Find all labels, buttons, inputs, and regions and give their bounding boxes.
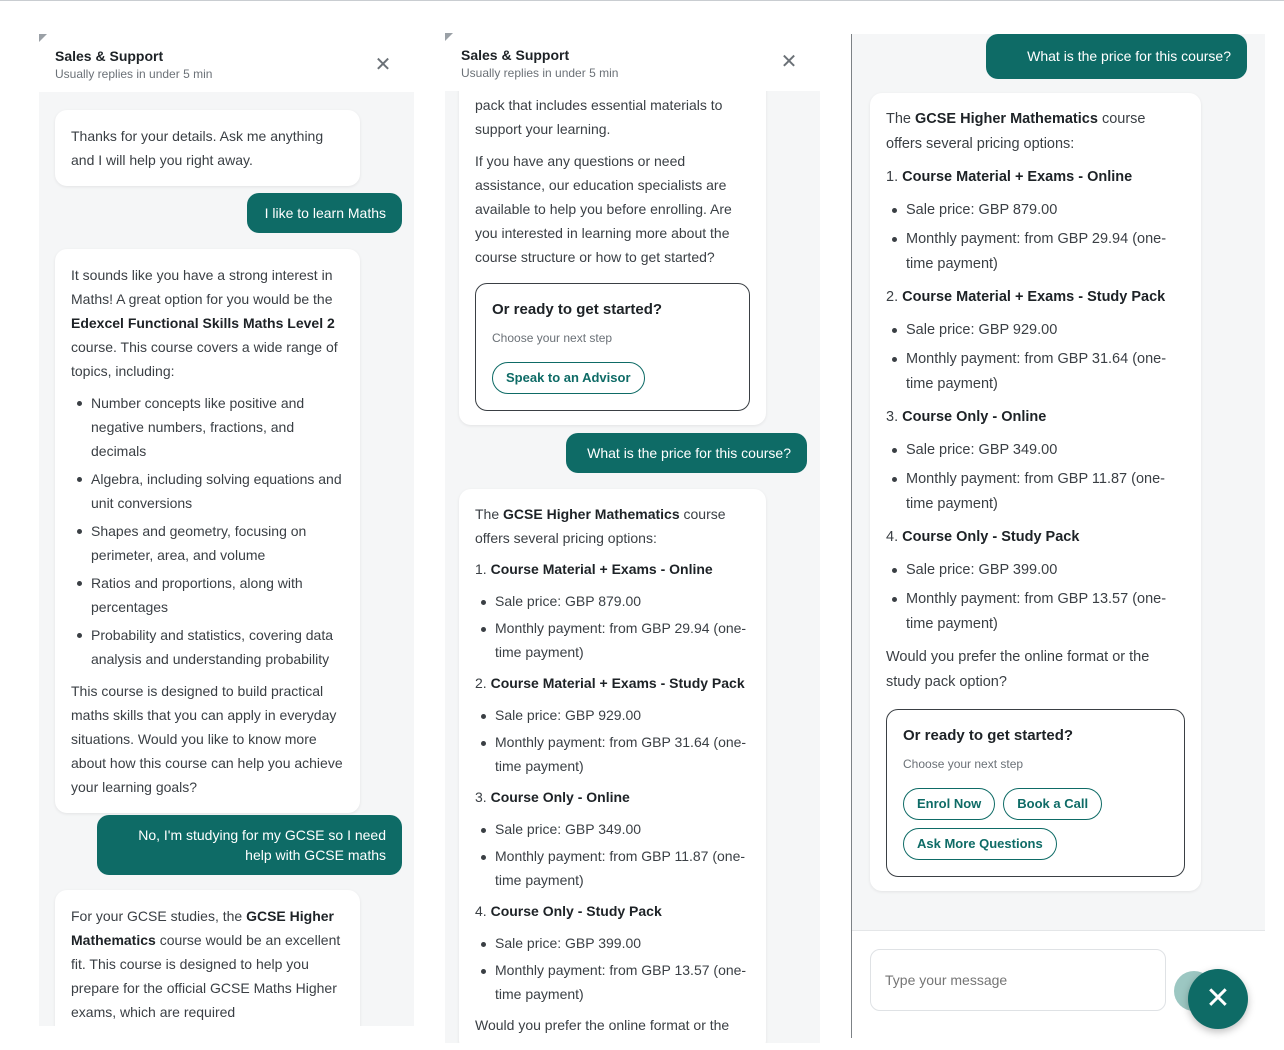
pricing-details xyxy=(886,198,1185,277)
list-item: Monthly payment: from GBP 13.57 (one-time payment) xyxy=(475,959,750,1006)
pricing-details xyxy=(475,704,750,779)
chat-panel-2 xyxy=(445,33,820,1043)
list-item: Monthly payment: from GBP 29.94 (one-time payment) xyxy=(475,617,750,664)
cta-subtitle: Choose your next step xyxy=(492,331,613,345)
list-item: Sale price: GBP 349.00 xyxy=(475,818,750,842)
resize-corner-icon[interactable] xyxy=(445,33,453,41)
cta-buttons xyxy=(903,788,1168,860)
message-text: It sounds like you have a strong interest in Maths! A great option for you would be the Edexcel Functional Skills Maths Level 2 course. This course covers a wide range of topics, including: xyxy=(71,267,338,379)
user-message xyxy=(97,815,402,875)
cta-subtitle: Choose your next step xyxy=(903,757,1024,771)
bot-message xyxy=(870,93,1201,891)
close-chat-button[interactable] xyxy=(1188,969,1248,1029)
message-text: The GCSE Higher Mathematics course offers several pricing options: xyxy=(886,111,1146,152)
list-item: Sale price: GBP 929.00 xyxy=(475,704,750,728)
enrol-now-button[interactable]: Enrol Now xyxy=(903,788,995,820)
close-icon[interactable]: ✕ xyxy=(374,54,392,76)
chat-title: Sales & Support xyxy=(461,47,570,63)
list-item: Monthly payment: from GBP 11.87 (one-time payment) xyxy=(475,845,750,892)
chat-subtitle: Usually replies in under 5 min xyxy=(461,66,619,80)
message-text: I like to learn Maths xyxy=(264,205,386,221)
cta-title: Or ready to get started? xyxy=(492,301,663,318)
message-text: Would you prefer the online format or the xyxy=(475,1017,730,1033)
list-item: Sale price: GBP 879.00 xyxy=(475,590,750,614)
chat-panel-3 xyxy=(852,34,1265,1038)
message-text: What is the price for this course? xyxy=(1027,48,1231,64)
list-item: Probability and statistics, covering data analysis and understanding probability xyxy=(71,623,344,671)
list-item: Monthly payment: from GBP 31.64 (one-time payment) xyxy=(886,347,1185,397)
close-icon: ✕ xyxy=(1205,982,1231,1015)
user-message xyxy=(247,193,402,233)
pricing-details xyxy=(886,318,1185,397)
cta-buttons xyxy=(492,362,733,394)
chat-header xyxy=(445,33,820,91)
pricing-details xyxy=(475,818,750,893)
ask-more-questions-button[interactable]: Ask More Questions xyxy=(903,828,1057,860)
bot-message xyxy=(459,489,766,1043)
bot-message xyxy=(459,91,766,425)
message-text: Would you prefer the online format or the study pack option? xyxy=(886,649,1150,690)
message-text: This course is designed to build practical maths skills that you can apply in everyday situations. Would you like to know more about how this course can help you achieve your learning goals? xyxy=(71,683,343,795)
chat-header xyxy=(39,34,414,92)
list-item: Sale price: GBP 879.00 xyxy=(886,198,1185,223)
chat-panel-1 xyxy=(39,34,414,1026)
pricing-details xyxy=(886,558,1185,637)
chat-messages[interactable] xyxy=(445,91,820,1043)
cta-title: Or ready to get started? xyxy=(903,727,1074,744)
chat-title: Sales & Support xyxy=(55,48,164,64)
top-border xyxy=(0,0,1284,1)
message-text: What is the price for this course? xyxy=(587,445,791,461)
pricing-details xyxy=(475,590,750,665)
bot-message xyxy=(55,249,360,813)
list-item: Number concepts like positive and negative numbers, fractions, and decimals xyxy=(71,391,344,463)
pricing-option-title: 3. Course Only - Online xyxy=(475,789,630,805)
list-item: Monthly payment: from GBP 11.87 (one-time payment) xyxy=(886,467,1185,517)
chat-messages[interactable] xyxy=(852,34,1265,930)
message-text: No, I'm studying for my GCSE so I need help with GCSE maths xyxy=(138,827,386,863)
close-icon[interactable]: ✕ xyxy=(780,51,798,73)
pricing-option-title: 2. Course Material + Exams - Study Pack xyxy=(475,675,745,691)
pricing-option-title: 1. Course Material + Exams - Online xyxy=(886,169,1133,185)
pricing-details xyxy=(475,932,750,1007)
chat-messages[interactable] xyxy=(39,92,414,1026)
chat-subtitle: Usually replies in under 5 min xyxy=(55,67,213,81)
message-text: The GCSE Higher Mathematics course offers several pricing options: xyxy=(475,506,726,546)
message-text: Thanks for your details. Ask me anything and I will help you right away. xyxy=(71,128,324,168)
list-item: Monthly payment: from GBP 13.57 (one-time payment) xyxy=(886,587,1185,637)
user-message xyxy=(566,433,807,473)
message-text: pack that includes essential materials to support your learning. xyxy=(475,97,723,137)
cta-card xyxy=(886,709,1185,877)
pricing-option-title: 3. Course Only - Online xyxy=(886,409,1047,425)
user-message xyxy=(986,34,1247,79)
list-item: Sale price: GBP 399.00 xyxy=(475,932,750,956)
list-item: Monthly payment: from GBP 29.94 (one-time payment) xyxy=(886,227,1185,277)
message-text: For your GCSE studies, the GCSE Higher Mathematics course would be an excellent fit. This course is designed to help you prepare for the official GCSE Maths Higher exams, which are required xyxy=(71,908,341,1020)
list-item: Ratios and proportions, along with percentages xyxy=(71,571,344,619)
cta-card xyxy=(475,283,750,411)
list-item: Shapes and geometry, focusing on perimeter, area, and volume xyxy=(71,519,344,567)
pricing-option-title: 1. Course Material + Exams - Online xyxy=(475,561,713,577)
message-input[interactable] xyxy=(870,949,1166,1011)
speak-to-advisor-button[interactable]: Speak to an Advisor xyxy=(492,362,645,394)
book-a-call-button[interactable]: Book a Call xyxy=(1003,788,1102,820)
bot-message xyxy=(55,890,360,1026)
message-text: If you have any questions or need assistance, our education specialists are available to help you before enrolling. Are you interested in learning more about the course structure or how to get started? xyxy=(475,153,732,265)
topic-list xyxy=(71,391,344,671)
bot-message xyxy=(55,110,360,186)
pricing-option-title: 4. Course Only - Study Pack xyxy=(475,903,662,919)
list-item: Sale price: GBP 399.00 xyxy=(886,558,1185,583)
list-item: Monthly payment: from GBP 31.64 (one-time payment) xyxy=(475,731,750,778)
pricing-option-title: 2. Course Material + Exams - Study Pack xyxy=(886,289,1166,305)
resize-corner-icon[interactable] xyxy=(39,34,47,42)
pricing-details xyxy=(886,438,1185,517)
pricing-option-title: 4. Course Only - Study Pack xyxy=(886,529,1080,545)
list-item: Algebra, including solving equations and unit conversions xyxy=(71,467,344,515)
list-item: Sale price: GBP 929.00 xyxy=(886,318,1185,343)
list-item: Sale price: GBP 349.00 xyxy=(886,438,1185,463)
